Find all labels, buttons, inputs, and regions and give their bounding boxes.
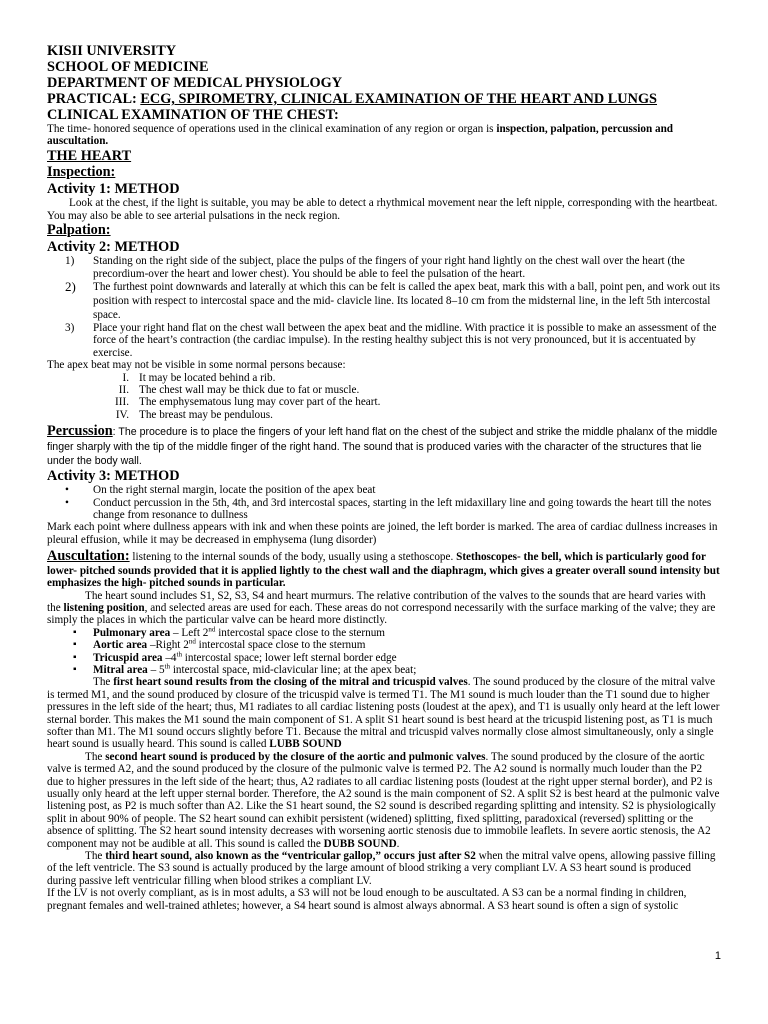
area-text: intercostal space; lower left sternal border edge <box>181 651 397 664</box>
para-text: . The sound produced by the closure of the mitral valve is termed M1, and the sound produced by closure of the tricuspid valve is termed T1. The M1 sound is much louder than the T1 sound due to higher pressures in the left side of the heart; thus, M1 radiates to all cardiac listening posts (loudest at the apex), and T1 is usually only heard at the left lower sternal border. This makes the M1 sound the main component of S1. A split S1 heart sound is best heard at the tricuspid listening post, as T1 is much softer than M1. The M1 sound occurs slightly before T1. Because the mitral and tricuspid valves normally close almost simultaneously, only a single heart sound is usually heard. This sound is called <box>47 676 720 751</box>
apex-note: The apex beat may not be visible in some normal persons because: <box>47 359 346 372</box>
area-name: Pulmonary area <box>93 626 171 639</box>
activity-3-heading: Activity 3: METHOD <box>47 467 180 484</box>
auscultation-title: Auscultation: <box>47 548 130 565</box>
reason-item <box>118 383 720 396</box>
stethoscope-note: Stethoscopes- the bell, which is particularly good for lower- pitched sounds provided that it is applied lightly to the chest wall and the diaphragm, which gives a greater overall sound intensity but emphasizes the high- pitched sounds in particular. <box>47 551 720 590</box>
reason-item <box>115 396 720 409</box>
para-text: when the mitral valve opens, allowing passive filling of the left ventricle. The S3 sound is actually produced by the large amount of blood striking a very compliant LV. A S3 heart sound is produced during passive left ventricular filling when blood strikes a compliant LV. <box>47 850 716 887</box>
area-text: intercostal space, mid-clavicular line; at the apex beat; <box>170 663 417 676</box>
percussion-step: • Conduct percussion in the 5th, 4th, and 3rd intercostal spaces, starting in the left midaxillary line and going towards the heart till the notes change from resonance to dullness <box>93 497 720 522</box>
s3-bold: third heart sound, also known as the “ventricular gallop,” occurs just after S2 <box>105 850 476 863</box>
reason-number: III. <box>115 396 129 409</box>
reason-number: IV. <box>115 408 129 421</box>
activity-1-heading: Activity 1: METHOD <box>47 180 180 197</box>
step-number: 1) <box>65 255 75 268</box>
palpation-step-3 <box>65 321 720 359</box>
heart-title: THE HEART <box>47 147 132 164</box>
palpation-step-1 <box>65 255 720 280</box>
practical-title: ECG, SPIROMETRY, CLINICAL EXAMINATION OF THE HEART AND LUNGS <box>140 91 658 107</box>
auscultation-paragraph <box>47 548 720 589</box>
section-heading: CLINICAL EXAMINATION OF THE CHEST: <box>47 107 339 123</box>
area-name: Mitral area <box>93 663 148 676</box>
area-pulmonary <box>93 627 720 639</box>
reason-item <box>115 408 720 421</box>
university-name: KISII UNIVERSITY <box>47 43 177 59</box>
second-heart-sound-paragraph <box>47 751 720 850</box>
inspection-text: Look at the chest, if the light is suitable, you may be able to detect a rhythmical movement near the left nipple, corresponding with the heartbeat. You may also be able to see arterial pulsations in the neck region. <box>47 197 718 222</box>
apex-reasons <box>47 372 720 422</box>
first-heart-sound-paragraph <box>47 676 720 750</box>
percussion-text: : The procedure is to place the fingers of your left hand flat on the chest of the subject and strike the middle phalanx of the middle finger sharply with the tip of the middle finger of the right hand. The sound that is produced varies with the character of the structures that lie under the body wall. <box>47 426 718 467</box>
heart-sound-paragraph <box>47 590 720 627</box>
area-name: Aortic area <box>93 639 148 652</box>
para-text: The heart sound includes S1, S2, S3, S4 and heart murmurs. The relative contribution of the valves to the sounds that are heard varies with the <box>47 589 706 614</box>
step-number: 2) <box>65 278 76 294</box>
reason-text: The chest wall may be thick due to fat or muscle. <box>139 383 360 396</box>
s1-bold: first heart sound results from the closing of the mitral and tricuspid valves <box>113 676 468 689</box>
area-text: – Left 2 <box>170 626 209 639</box>
area-sup: th <box>176 649 182 658</box>
area-mitral <box>93 664 720 676</box>
reason-text: The breast may be pendulous. <box>139 408 273 421</box>
area-aortic <box>93 639 720 651</box>
practical-heading <box>47 91 720 107</box>
page-number: 1 <box>714 950 721 962</box>
reason-number: I. <box>122 371 129 384</box>
area-text: –4 <box>162 651 177 664</box>
listening-areas <box>47 627 720 677</box>
percussion-title: Percussion <box>47 423 113 440</box>
area-tricuspid <box>93 649 720 664</box>
reason-text: It may be located behind a rib. <box>139 371 276 384</box>
area-text: –Right 2 <box>147 639 189 652</box>
area-text: intercostal space close to the sternum <box>195 639 366 652</box>
school-name: SCHOOL OF MEDICINE <box>47 59 209 75</box>
listening-position: listening position <box>63 601 145 614</box>
dubb-sound: DUBB SOUND <box>323 837 397 850</box>
para-text: The <box>93 676 114 689</box>
department-name: DEPARTMENT OF MEDICAL PHYSIOLOGY <box>47 75 343 91</box>
percussion-paragraph <box>47 423 720 468</box>
area-sup: nd <box>188 637 196 646</box>
area-text: intercostal space close to the sternum <box>215 626 386 639</box>
step-text: Place your right hand flat on the chest wall between the apex beat and the midline. With practice it is possible to make an assessment of the force of the heart’s contraction (the cardiac impulse). In the resting healthy subject this is not very pronounced, but it is accentuated by exercise. <box>93 321 717 359</box>
para-text: The <box>85 750 106 763</box>
step-text: The furthest point downwards and laterally at which this can be felt is called the apex beat, mark this with a ball, point pen, and work out its position with respect to intercostal space and the mid- clavicle line. Its located 8–10 cm from the midsternal line, in the left 5th intercostal space. <box>93 280 720 321</box>
lubb-sound: LUBB SOUND <box>269 738 342 751</box>
para-text: . <box>396 837 400 850</box>
reason-item <box>122 371 720 384</box>
activity-2-heading: Activity 2: METHOD <box>47 238 180 255</box>
area-text: – 5 <box>147 663 165 676</box>
palpation-step-2 <box>65 278 720 322</box>
percussion-note: Mark each point where dullness appears with ink and when these points are joined, the left border is marked. The area of cardiac dullness increases in pleural effusion, while it may be decreased in emphysema (lung disorder) <box>47 521 718 546</box>
intro-paragraph <box>47 123 720 148</box>
intro-bold: inspection, palpation, percussion and auscultation. <box>47 123 674 148</box>
palpation-title: Palpation: <box>47 222 111 239</box>
practical-label: PRACTICAL: <box>47 91 141 107</box>
percussion-step: • On the right sternal margin, locate the position of the apex beat <box>93 484 720 496</box>
auscultation-text: listening to the internal sounds of the body, usually using a stethoscope. <box>129 551 457 564</box>
para-text: The <box>85 850 106 863</box>
reason-text: The emphysematous lung may cover part of the heart. <box>139 396 381 409</box>
palpation-steps <box>47 255 720 359</box>
s3-continuation: If the LV is not overly compliant, as is in most adults, a S3 will not be loud enough to be auscultated. A S3 can be a normal finding in children, pregnant females and well-trained athletes; however, a S4 heart sound is almost always abnormal. A S3 heart sound is often a sign of systolic <box>47 887 687 912</box>
third-heart-sound-paragraph <box>47 850 720 887</box>
para-text: . The sound produced by the closure of the aortic valve is termed A2, and the sound produced by the closure of the pulmonic valve is termed P2. The A2 sound is normally much louder than the P2 due to higher pressures in the left side of the heart; thus, A2 radiates to all cardiac listening posts (loudest at the right upper sternal border), and P2 is usually only heard at the left upper sternal border. Therefore, the A2 sound is the main component of S2. A split S2 is best heard at the pulmonic valve listening post, as P2 is much softer than A2. Like the S1 heart sound, the S2 sound is described regarding splitting and intensity. S2 is physiologically split in about 90% of people. The S2 heart sound can exhibit persistent (widened) splitting, fixed splitting, paradoxical (reversed) splitting or the absence of splitting. The S2 heart sound intensity decreases with worsening aortic stenosis due to immobile leaflets. In severe aortic stenosis, the A2 component may not be audible at all. This sound is called the <box>47 750 720 850</box>
area-sup: nd <box>208 625 216 634</box>
intro-text: The time- honored sequence of operations used in the clinical examination of any region or organ is <box>47 123 497 135</box>
percussion-steps <box>47 484 720 521</box>
step-number: 3) <box>65 321 75 334</box>
area-sup: th <box>164 662 171 671</box>
reason-number: II. <box>118 383 129 396</box>
s2-bold: second heart sound is produced by the closure of the aortic and pulmonic valves <box>105 750 486 763</box>
area-name: Tricuspid area <box>93 651 163 664</box>
step-text: Standing on the right side of the subject, place the pulps of the fingers of your right hand lightly on the chest wall over the heart (the precordium-over the heart and lower chest). You should be able to feel the pulsation of the heart. <box>93 255 685 280</box>
inspection-title: Inspection: <box>47 164 116 181</box>
para-text: , and selected areas are used for each. These areas do not correspond necessarily with the surface marking of the valve; they are simply the places in which the particular valve can be heard more distinctly. <box>47 601 716 627</box>
